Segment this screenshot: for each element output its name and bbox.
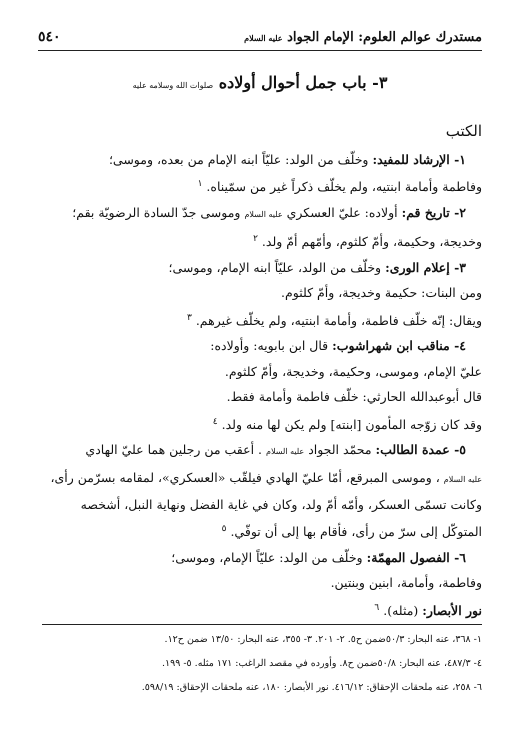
entry-line xyxy=(38,280,482,305)
entry-line xyxy=(38,200,482,227)
entry-line xyxy=(38,227,482,255)
footnote-ref: ٣ xyxy=(186,312,192,323)
entry-line xyxy=(38,147,482,172)
entry-text: وخديجة، وحكيمة، وأمّ كلثوم، وأمّهم أمّ ولد. xyxy=(261,234,482,250)
entry-text: عليّ الإمام، وموسى، وحكيمة، وخديجة، وأمّ كلثوم. xyxy=(224,363,482,379)
footnotes xyxy=(38,628,482,700)
entry-text: وقد كان زوّجه المأمون [ابنته] ولم يكن لها منه ولد. xyxy=(221,416,482,432)
chapter-title-text: ٣- باب جمل أحوال أولاده xyxy=(218,73,388,92)
entry-line xyxy=(38,437,482,464)
source-title: ٤- مناقب ابن شهراشوب: xyxy=(332,338,466,354)
entry-line xyxy=(38,255,482,280)
entry-text: محمّد الجواد xyxy=(308,442,372,458)
source-title: ٣- إعلام الورى: xyxy=(385,259,466,275)
footnote-ref: ٢ xyxy=(253,234,258,245)
footnote-line: ٤- ٤٨٧/٣، عنه البحار: ٥٠/٨ضمن ح٨. وأورده في مقصد الراغب: ١٧١ مثله. ٥- ١٩٩. xyxy=(161,658,482,669)
source-title: ٥- عمدة الطالب: xyxy=(375,442,466,458)
entry-text: وخلّف من الولد: عليّاً الإمام، وموسى؛ xyxy=(171,549,363,565)
entry-text: ، وموسى المبرقع، أمّا عليّ الهادي فيلقّب «العسكري»، لمقامه بسرّمن رأى، xyxy=(50,469,440,485)
entry-line xyxy=(38,333,482,358)
page-header xyxy=(38,26,482,48)
running-title xyxy=(244,30,482,45)
entry-text: ويقال: إنّه خلّف فاطمة، وأمامة ابنتيه، ولم يخلّف غيرهم. xyxy=(195,312,482,328)
footnote-ref: ٤ xyxy=(212,416,218,427)
source-title: نور الأبصار: xyxy=(422,602,482,618)
source-title: ٦- الفصول المهمّة: xyxy=(366,549,466,565)
entry-text: (مثله). xyxy=(383,602,419,618)
entry-text: المتوكّل إلى سرّ من رأى، فأقام بها إلى أن توفّي. xyxy=(230,524,482,540)
chapter-title-honorific: صلوات الله وسلامه عليه xyxy=(132,81,214,90)
entry-line xyxy=(38,492,482,517)
source-title: ٢- تاريخ قم: xyxy=(401,204,466,220)
footnote-rule xyxy=(42,624,482,625)
entry-text: ومن البنات: حكيمة وخديجة، وأمّ كلثوم. xyxy=(281,285,482,301)
entry-line xyxy=(38,306,482,334)
entry-line xyxy=(38,359,482,384)
header-rule xyxy=(38,50,482,51)
honorific: عليه السلام xyxy=(244,209,283,219)
chapter-title xyxy=(0,73,520,92)
entry-text: أولاده: عليّ العسكري xyxy=(286,204,398,220)
entry-line xyxy=(38,517,482,545)
entry-text: وخلّف من الولد، عليّاً ابنه الإمام، وموسى؛ xyxy=(168,259,382,275)
section-heading: الكتب xyxy=(445,122,482,140)
entry-line xyxy=(38,172,482,200)
running-title-honorific: عليه السلام xyxy=(244,32,283,43)
footnote-line: ١- ٣٦٨، عنه البحار: ٥٠/٣ضمن ح٥. ٢- ٢٠١. ٣- ٣٥٥، عنه البحار: ١٣/٥٠ ضمن ح١٢. xyxy=(164,634,482,645)
main-text xyxy=(38,147,482,623)
running-title-text: مستدرك عوالم العلوم: الإمام الجواد xyxy=(287,29,482,45)
entry-line xyxy=(38,384,482,409)
honorific: عليه السلام xyxy=(443,474,482,484)
entry-text: قال ابن بابويه: وأولاده: xyxy=(210,338,329,354)
entry-line xyxy=(38,545,482,570)
page-number: ٥٤٠ xyxy=(38,29,61,45)
entry-text: . أعقب من رجلين هما عليّ الهادي xyxy=(85,442,263,458)
entry-line xyxy=(38,596,482,624)
entry-text: وموسى جدّ السادة الرضويّة بقم؛ xyxy=(72,204,241,220)
entry-text: قال أبوعبدالله الحارثي: خلّف فاطمة وأمامة فقط. xyxy=(226,389,482,405)
entry-line xyxy=(38,570,482,595)
honorific: عليه السلام xyxy=(266,447,305,457)
footnote-ref: ٦ xyxy=(374,602,380,613)
entry-text: وكانت تسمّى العسكر، وأمّه أمّ ولد، وكان في غاية الفضل ونهاية النبل، أشخصه xyxy=(80,496,482,512)
entry-text: وخلّف من الولد: عليّاً ابنه الإمام من بعده، وموسى؛ xyxy=(108,152,369,167)
entry-text: وفاطمة وأمامة ابنتيه، ولم يخلّف ذكراً غير من سمّيناه. xyxy=(206,179,482,195)
entry-text: وفاطمة، وأمامة، ابنين وبنتين. xyxy=(330,575,482,591)
entry-line xyxy=(38,410,482,438)
footnote-ref: ٥ xyxy=(221,524,227,535)
footnote-ref: ١ xyxy=(197,179,203,190)
entry-line xyxy=(38,465,482,492)
source-title: ١- الإرشاد للمفيد: xyxy=(372,152,466,167)
footnote-line: ٦- ٢٥٨، عنه ملحقات الإحقاق: ٤١٦/١٢. نور الأبصار: ١٨٠، عنه ملحقات الإحقاق: ٥٩٨/١٩. xyxy=(141,682,482,693)
